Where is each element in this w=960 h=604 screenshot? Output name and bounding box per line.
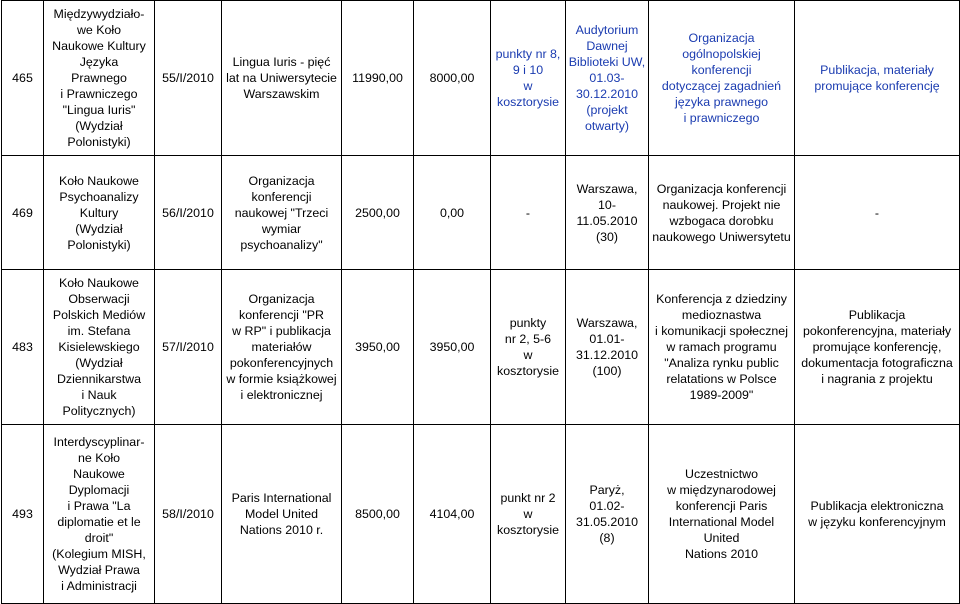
wnioskowana-cell: 3950,00 (342, 270, 414, 425)
opis-cell: Organizacja ogólnopolskiej konferencji dotyczącej zagadnień języka prawnego i prawniczego (649, 1, 795, 156)
wnioskowana-cell: 11990,00 (342, 1, 414, 156)
grants-table (1, 0, 960, 604)
opis-cell: Uczestnictwo w międzynarodowej konferencji Paris International Model United Nations 2010 (649, 425, 795, 604)
nr-cell: 57/I/2010 (155, 270, 222, 425)
efekty-cell: - (795, 156, 960, 270)
wnioskowana-cell: 2500,00 (342, 156, 414, 270)
lp-cell: 465 (2, 1, 44, 156)
wnioskowana-cell: 8500,00 (342, 425, 414, 604)
kolo-cell: Międzywydziało- we Koło Naukowe Kultury Języka Prawnego i Prawniczego "Lingua Iuris" (Wydział Polonistyki) (44, 1, 155, 156)
na-co-cell: - (491, 156, 566, 270)
miejsce-cell: Audytorium Dawnej Biblioteki UW, 01.03- 30.12.2010 (projekt otwarty) (566, 1, 649, 156)
nr-cell: 55/I/2010 (155, 1, 222, 156)
lp-cell: 469 (2, 156, 44, 270)
efekty-cell: Publikacja pokonferencyjna, materiały promujące konferencję, dokumentacja fotograficzna i nagrania z projektu (795, 270, 960, 425)
nr-cell: 56/I/2010 (155, 156, 222, 270)
lp-cell: 483 (2, 270, 44, 425)
efekty-cell: Publikacja, materiały promujące konferencję (795, 1, 960, 156)
na-co-cell: punkt nr 2 w kosztorysie (491, 425, 566, 604)
nr-cell: 58/I/2010 (155, 425, 222, 604)
table-row (2, 156, 960, 270)
tytul-cell: Organizacja konferencji naukowej "Trzeci wymiar psychoanalizy" (222, 156, 342, 270)
table-row (2, 1, 960, 156)
na-co-cell: punkty nr 8, 9 i 10 w kosztorysie (491, 1, 566, 156)
tytul-cell: Paris International Model United Nations 2010 r. (222, 425, 342, 604)
na-co-cell: punkty nr 2, 5-6 w kosztorysie (491, 270, 566, 425)
przyznana-cell: 4104,00 (414, 425, 491, 604)
przyznana-cell: 8000,00 (414, 1, 491, 156)
kolo-cell: Koło Naukowe Psychoanalizy Kultury (Wydział Polonistyki) (44, 156, 155, 270)
przyznana-cell: 3950,00 (414, 270, 491, 425)
efekty-cell: Publikacja elektroniczna w języku konferencyjnym (795, 425, 960, 604)
kolo-cell: Interdyscyplinar- ne Koło Naukowe Dyplomacji i Prawa "La diplomatie et le droit" (Kolegium MISH, Wydział Prawa i Administracji (44, 425, 155, 604)
opis-cell: Konferencja z dziedziny medioznastwa i komunikacji społecznej w ramach programu "Analiza rynku public relatations w Polsce 1989-2009" (649, 270, 795, 425)
kolo-cell: Koło Naukowe Obserwacji Polskich Mediów im. Stefana Kisielewskiego (Wydział Dziennikarstwa i Nauk Politycznych) (44, 270, 155, 425)
tytul-cell: Organizacja konferencji "PR w RP" i publikacja materiałów pokonferencyjnych w formie książkowej i elektronicznej (222, 270, 342, 425)
miejsce-cell: Paryż, 01.02- 31.05.2010 (8) (566, 425, 649, 604)
tytul-cell: Lingua Iuris - pięć lat na Uniwersytecie Warszawskim (222, 1, 342, 156)
miejsce-cell: Warszawa, 10-11.05.2010 (30) (566, 156, 649, 270)
miejsce-cell: Warszawa, 01.01- 31.12.2010 (100) (566, 270, 649, 425)
lp-cell: 493 (2, 425, 44, 604)
table-row (2, 425, 960, 604)
opis-cell: Organizacja konferencji naukowej. Projekt nie wzbogaca dorobku naukowego Uniwersytetu (649, 156, 795, 270)
table-row (2, 270, 960, 425)
przyznana-cell: 0,00 (414, 156, 491, 270)
